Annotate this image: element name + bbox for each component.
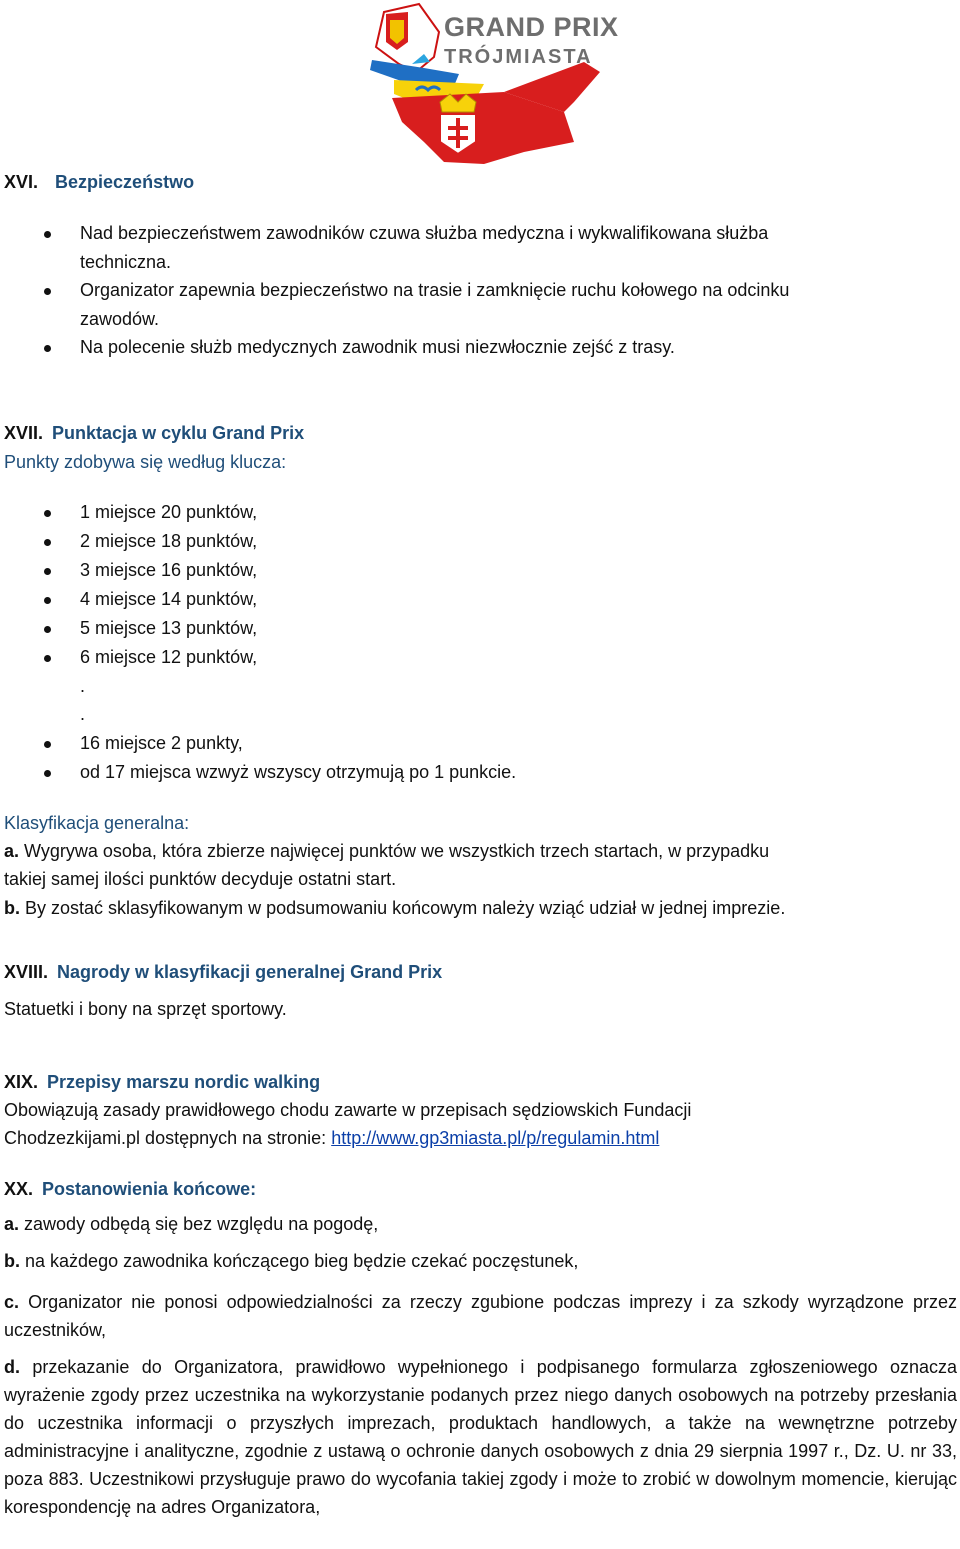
final-provision-d-label: d. <box>4 1357 20 1377</box>
points-item-3: 3 miejsce 16 punktów, <box>80 560 258 580</box>
section-16-item-1-line-2: techniczna. <box>80 252 172 272</box>
section-20-number: XX. <box>4 1179 34 1199</box>
section-18-number: XVIII. <box>4 962 49 982</box>
section-18-heading <box>4 962 442 983</box>
classification-a-line-2: takiej samej ilości punktów decyduje ostatni start. <box>4 869 397 889</box>
final-provision-d-text: przekazanie do Organizatora, prawidłowo wypełnionego i podpisanego formularza zgłoszeniowego oznacza wyrażenie zgody przez uczestnika na wykorzystanie podanych przez niego danych osobowych na potrzeby przesłania do uczestnika informacji o przyszłych imprezach, produktach handlowych, a także na wewnętrzne potrzeby administracyjne i analityczne, zgodnie z ustawą o ochronie danych osobowych z dnia 29 sierpnia 1997 r., Dz. U. nr 33, poza 883. Uczestnikowi przysługuje prawo do wycofania takiej zgody i może to zrobić w dowolnym momencie, kierując korespondencję na adres Organizatora, <box>4 1357 957 1517</box>
section-17-intro: Punkty zdobywa się według klucza: <box>4 452 287 472</box>
section-16-number: XVI. <box>4 172 39 192</box>
section-16-item-3: Na polecenie służb medycznych zawodnik musi niezwłocznie zejść z trasy. <box>80 337 675 357</box>
regulations-link[interactable]: http://www.gp3miasta.pl/p/regulamin.html <box>331 1128 660 1148</box>
section-19-line-2-prefix: Chodzezkijami.pl dostępnych na stronie: <box>4 1128 332 1148</box>
final-provision-d <box>4 1353 957 1521</box>
bullet-icon <box>44 770 51 777</box>
section-16-item-2-line-1: Organizator zapewnia bezpieczeństwo na trasie i zamknięcie ruchu kołowego na odcinku <box>80 280 790 300</box>
ellipsis-dot-2: . <box>80 704 86 724</box>
section-20-title: Postanowienia końcowe: <box>42 1179 257 1199</box>
section-20-heading <box>4 1179 256 1200</box>
section-16-item-2-line-2: zawodów. <box>80 309 160 329</box>
final-provision-b-label: b. <box>4 1251 20 1271</box>
final-provision-a-text: zawody odbędą się bez względu na pogodę, <box>24 1214 379 1234</box>
points-item-6: 6 miejsce 12 punktów, <box>80 647 258 667</box>
classification-heading: Klasyfikacja generalna: <box>4 813 190 833</box>
final-provision-b-text: na każdego zawodnika kończącego bieg będzie czekać poczęstunek, <box>25 1251 579 1271</box>
final-provision-a <box>4 1214 378 1235</box>
section-16-item-1-line-1: Nad bezpieczeństwem zawodników czuwa służba medyczna i wykwalifikowana służba <box>80 223 769 243</box>
points-item-5: 5 miejsce 13 punktów, <box>80 618 258 638</box>
section-18-title: Nagrody w klasyfikacji generalnej Grand Prix <box>57 962 443 982</box>
points-item-17-plus: od 17 miejsca wzwyż wszyscy otrzymują po 1 punkcie. <box>80 762 517 782</box>
grand-prix-logo <box>364 2 619 164</box>
bullet-icon <box>44 597 51 604</box>
classification-a-text: Wygrywa osoba, która zbierze najwięcej punktów we wszystkich trzech startach, w przypadku <box>24 841 770 861</box>
logo-line-1: GRAND PRIX <box>444 12 619 42</box>
bullet-icon <box>44 510 51 517</box>
bullet-icon <box>44 539 51 546</box>
classification-a-label: a. <box>4 841 20 861</box>
section-16-heading <box>4 172 194 193</box>
section-19-title: Przepisy marszu nordic walking <box>47 1072 321 1092</box>
bullet-icon <box>44 655 51 662</box>
points-item-2: 2 miejsce 18 punktów, <box>80 531 258 551</box>
section-19-line-1: Obowiązują zasady prawidłowego chodu zawarte w przepisach sędziowskich Fundacji <box>4 1100 692 1120</box>
logo-line-2: TRÓJMIASTA <box>444 46 593 68</box>
bullet-icon <box>44 626 51 633</box>
section-17-heading <box>4 423 304 444</box>
classification-b-text: By zostać sklasyfikowanym w podsumowaniu końcowym należy wziąć udział w jednej imprezie. <box>25 898 786 918</box>
bullet-icon <box>44 231 51 238</box>
classification-b-label: b. <box>4 898 20 918</box>
section-17-number: XVII. <box>4 423 44 443</box>
section-19-heading <box>4 1072 320 1093</box>
section-19-line-2 <box>4 1128 659 1149</box>
final-provision-c <box>4 1288 957 1344</box>
ellipsis-dot-1: . <box>80 676 86 696</box>
classification-a-line-1 <box>4 841 769 862</box>
section-19-number: XIX. <box>4 1072 39 1092</box>
section-16-title: Bezpieczeństwo <box>55 172 195 192</box>
section-18-text: Statuetki i bony na sprzęt sportowy. <box>4 999 287 1019</box>
bullet-icon <box>44 288 51 295</box>
points-item-16: 16 miejsce 2 punkty, <box>80 733 243 753</box>
bullet-icon <box>44 345 51 352</box>
classification-b <box>4 898 785 919</box>
final-provision-a-label: a. <box>4 1214 20 1234</box>
final-provision-b <box>4 1251 578 1272</box>
bullet-icon <box>44 568 51 575</box>
bullet-icon <box>44 741 51 748</box>
final-provision-c-label: c. <box>4 1292 20 1312</box>
points-item-1: 1 miejsce 20 punktów, <box>80 502 258 522</box>
section-17-title: Punktacja w cyklu Grand Prix <box>52 423 305 443</box>
final-provision-c-text: Organizator nie ponosi odpowiedzialności za rzeczy zgubione podczas imprezy i za szkody wyrządzone przez uczestników, <box>4 1292 957 1340</box>
points-item-4: 4 miejsce 14 punktów, <box>80 589 258 609</box>
